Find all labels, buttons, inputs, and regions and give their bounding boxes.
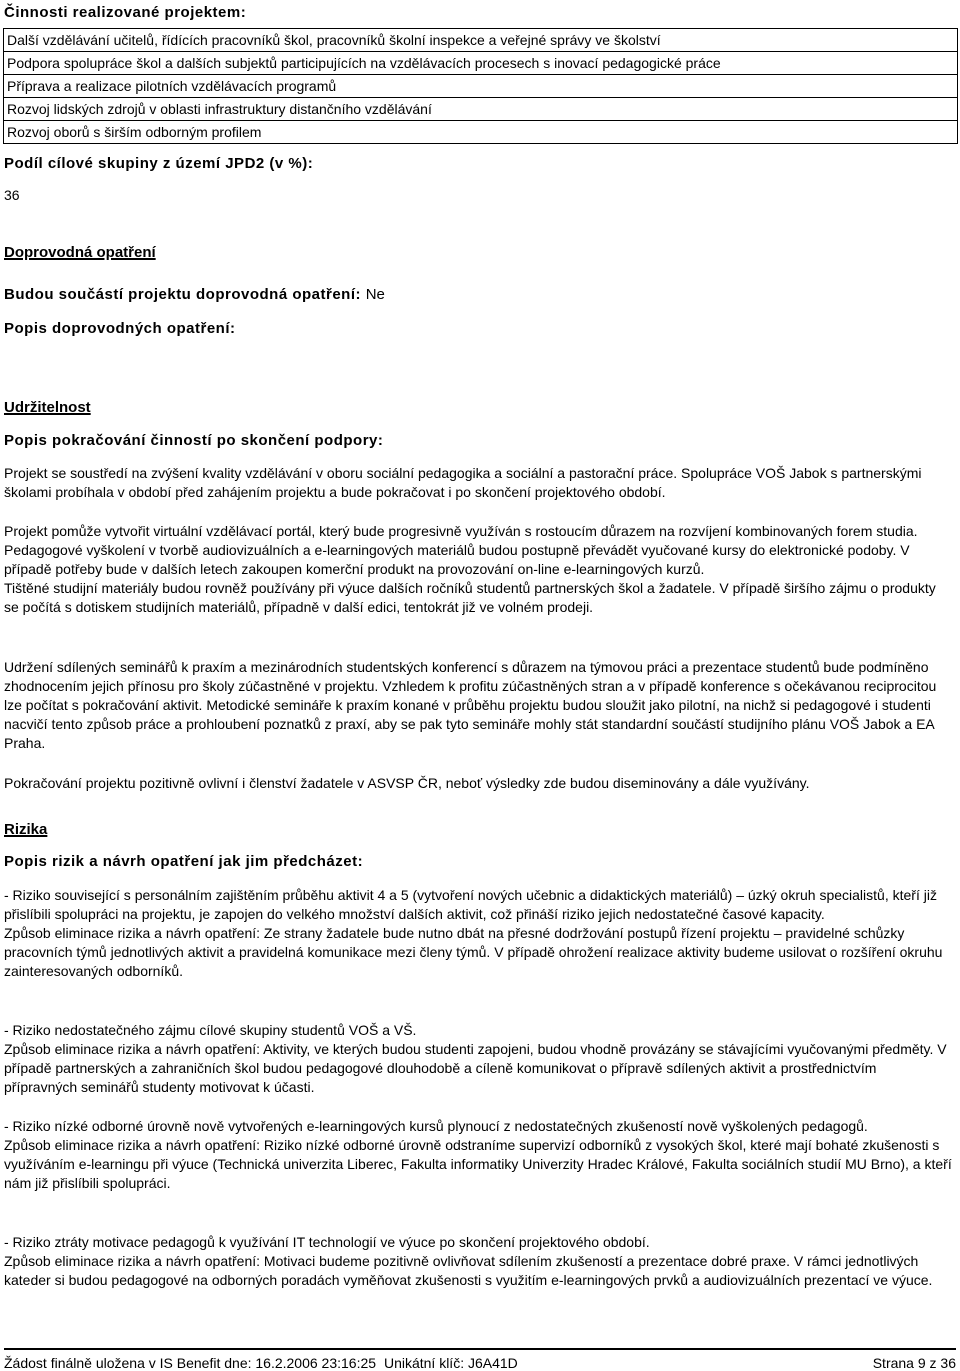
risk-item-1: - Riziko související s personálním zajištěním průběhu aktivit 4 a 5 (vytvoření nových učebnic a didaktických materiálů) – úzký okruh specialistů, kteří již přislíbili spolupráci na projektu, je zapojen do velkého množství dalších aktivit, což přináší riziko jejich nedostatečné časové kapacity. Způsob eliminace rizika a návrh opatření: Ze strany žadatele bude nutno dbát na přesné dodržování postupů řízení projektu – pravidelné schůzky pracovních týmů jednotlivých aktivit a pravidelná komunikace mezi členy týmů. V případě ohrožení realizace aktivity budeme usilovat o rozšíření okruhu zainteresovaných odborníků. [4, 887, 943, 979]
activity-row: Rozvoj oborů s širším odborným profilem [7, 124, 262, 140]
accompanying-heading: Doprovodná opatření [4, 244, 156, 261]
risk-item-4: - Riziko ztráty motivace pedagogů k využívání IT technologií ve výuce po skončení projektového období. Způsob eliminace rizika a návrh opatření: Motivaci budeme pozitivně ovlivňovat sdílením zkušeností a prezentace dobré praxe. V rámci jednotlivých kateder si budou pedagogové na odborných poradách vyměňovat zkušenosti s využitím e-learningových prvků a audiovizuálních prezentací ve výuce. [4, 1234, 933, 1288]
sustainability-paragraph-3: Udržení sdílených seminářů k praxím a mezinárodních studentských konferencí s důrazem na týmovou práci a prezentace studentů bude podmíněno zhodnocením jejich přínosu pro školy zúčastněné v projektu. Vzhledem k profitu zúčastněných stran a v případě konference s očekávanou reciprocitou lze počítat s pokračování aktivit. Metodické semináře k praxím konané v průběhu projektu budou sloužit jako pilotní, na nichž si pedagogové i studenti nacvičí tento způsob práce a prohloubení poznatků z praxí, aby se pak tyto semináře mohly stát standardní součástí studijního plánu VOŠ Jabok a EA Praha. [4, 659, 937, 751]
sustainability-heading: Udržitelnost [4, 399, 91, 416]
risk-item-3: - Riziko nízké odborné úrovně nově vytvořených e-learningových kursů plynoucí z nedostatečných zkušeností nově vyškolených pedagogů. Způsob eliminace rizika a návrh opatření: Riziko nízké odborné úrovně odstraníme supervizí odborníků z vysokých škol, které mají bohaté zkušenosti s využíváním e-learningu při výuce (Technická univerzita Liberec, Fakulta informatiky Univerzity Hradec Králové, Fakulta sociálních studií MU Brno), a kteří nám již přislíbili spolupráci. [4, 1118, 952, 1191]
footer-saved-date: Žádost finálně uložena v IS Benefit dne: 16.2.2006 23:16:25 [4, 1355, 377, 1371]
activity-row: Další vzdělávání učitelů, řídících pracovníků škol, pracovníků školní inspekce a veřejné správy ve školství [4, 29, 957, 52]
risk-item-2: - Riziko nedostatečného zájmu cílové skupiny studentů VOŠ a VŠ. Způsob eliminace rizika a návrh opatření: Aktivity, ve kterých budou studenti zapojeni, budou vhodně provázány se stávajícími vyučovanými předměty. V případě partnerských a zahraničních škol budou pedagogové dlouhodobě a cíleně komunikovat o přípravě sdílených aktivit a prostřednictvím přípravných seminářů studenty motivovat k účasti. [4, 1022, 947, 1095]
accompanying-question-label: Budou součástí projektu doprovodná opatření: [4, 286, 362, 303]
activities-table [3, 28, 958, 144]
section-title: Činnosti realizované projektem: [4, 4, 247, 21]
activity-row: Rozvoj lidských zdrojů v oblasti infrastruktury distančního vzdělávání [4, 98, 957, 121]
risks-heading: Rizika [4, 821, 48, 838]
sustainability-label: Popis pokračování činností po skončení podpory: [4, 432, 384, 449]
share-value: 36 [4, 187, 20, 203]
footer-page-number: Strana 9 z 36 [872, 1355, 956, 1371]
share-label: Podíl cílové skupiny z území JPD2 (v %): [4, 155, 314, 172]
accompanying-desc-label: Popis doprovodných opatření: [4, 320, 236, 337]
footer-unique-key: Unikátní klíč: J6A41D [383, 1355, 518, 1371]
sustainability-paragraph-2: Projekt pomůže vytvořit virtuální vzdělávací portál, který bude progresivně využíván s rostoucím důrazem na rozvíjení kombinovaných forem studia. Pedagogové vyškolení v tvorbě audiovizuálních a e-learningových materiálů budou postupně převádět vyučované kursy do elektronické podoby. V případě potřeby bude v dalších letech zakoupen komerční produkt na provozování on-line e-learningových kurzů. Tištěné studijní materiály budou rovněž používány při výuce dalších ročníků studentů partnerských škol a žadatele. V případě širšího zájmu o produkty se počítá s dotiskem studijních materiálů, případně v další edici, tentokrát již ve volném prodeji. [4, 523, 936, 615]
accompanying-question [4, 286, 385, 303]
activity-row: Podpora spolupráce škol a dalších subjektů participujících na vzdělávacích procesech s inovací pedagogické práce [4, 52, 957, 75]
activity-row: Příprava a realizace pilotních vzdělávacích programů [4, 75, 957, 98]
accompanying-question-value: Ne [365, 286, 385, 303]
sustainability-paragraph-4: Pokračování projektu pozitivně ovlivní i členství žadatele v ASVSP ČR, neboť výsledky zde budou diseminovány a dále využívány. [4, 775, 810, 791]
sustainability-paragraph-1: Projekt se soustředí na zvýšení kvality vzdělávání v oboru sociální pedagogika a sociální a pastorační práce. Spolupráce VOŠ Jabok s partnerskými školami probíhala v období před zahájením projektu a bude pokračovat i po skončení projektového období. [4, 465, 922, 500]
risks-label: Popis rizik a návrh opatření jak jim předcházet: [4, 853, 364, 870]
page-footer [4, 1348, 956, 1371]
